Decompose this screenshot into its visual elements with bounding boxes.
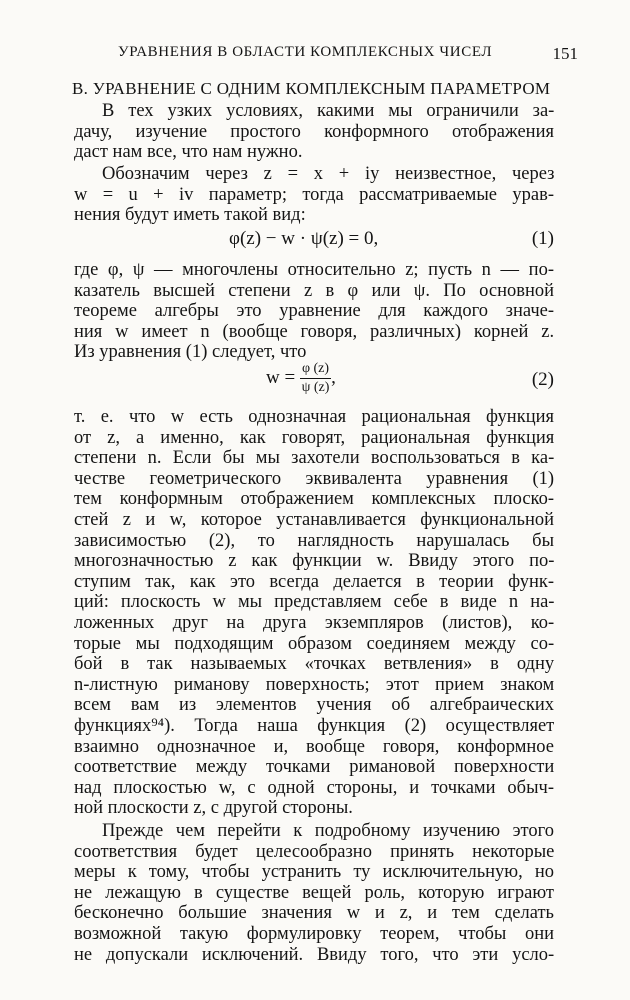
page-number: 151 (552, 44, 578, 63)
formula-1-expression: φ(z) − w · ψ(z) = 0, (229, 228, 379, 249)
formula-2-lhs: w = (266, 366, 296, 388)
paragraph-2 (74, 164, 554, 226)
text-line: т. е. что w есть однозначная рациональная функция (74, 407, 554, 427)
text-line: w = u + iv параметр; тогда рассматриваемые урав- (74, 184, 554, 205)
text-line: функциях⁹⁴). Тогда наша функция (2) осуществляет (74, 715, 555, 736)
text-line: ной плоскости z, с другой стороны. (74, 798, 353, 819)
text-line: ций: плоскость w мы представляем себе в виде n на- (74, 592, 555, 613)
text-line: честве геометрического эквивалента уравнения (1) (74, 468, 555, 489)
formula-2-tail: , (331, 366, 336, 388)
text-line: соответствие между точками римановой поверхности (74, 757, 555, 778)
text-line: Из уравнения (1) следует, что (74, 342, 307, 363)
text-line: казатель высшей степени z в φ или ψ. По основной (74, 280, 555, 301)
text-line: меры к тому, чтобы устранить ту исключительную, но (74, 862, 554, 883)
text-line: бесконечно большие значения w и z, и тем сделать (74, 903, 554, 924)
text-line: n-листную риманову поверхность; этот прием знаком (74, 674, 555, 695)
text-line: от z, а именно, как говорят, рациональная функция (74, 427, 555, 448)
text-line: стей z и w, которое устанавливается функциональной (74, 509, 554, 530)
text-line: не допускали исключений. Ввиду того, что эти усло- (74, 944, 555, 965)
running-title: УРАВНЕНИЯ В ОБЛАСТИ КОМПЛЕКСНЫХ ЧИСЕЛ (118, 44, 493, 60)
text-line: Обозначим через z = x + iy неизвестное, через (102, 164, 555, 184)
paragraph-3 (74, 260, 554, 363)
text-line: над плоскостью w, с одной стороны, и точками обыч- (74, 777, 554, 798)
text-line: ложенных друг на друга экземпляров (листов), ко- (74, 612, 555, 633)
formula-1-number: (1) (531, 228, 554, 249)
formula-2-numerator: φ (z) (300, 361, 331, 379)
text-line: не лежащую в существе вещей роль, которую играют (74, 882, 554, 903)
text-line: тем конформным отображением комплексных плоско- (74, 489, 554, 510)
text-line: даст нам все, что нам нужно. (74, 142, 303, 163)
text-line: торые мы подходящим образом соединяем между со- (74, 633, 555, 654)
text-line: взаимно однозначное и, вообще говоря, конформное (74, 736, 554, 757)
paragraph-4 (74, 407, 554, 819)
formula-2-denominator: ψ (z) (301, 380, 330, 395)
text-line: В тех узких условиях, какими мы ограничили за- (102, 101, 555, 121)
text-line: степени n. Если бы мы захотели воспользоваться в ка- (74, 448, 555, 469)
text-line: дачу, изучение простого конформного отображения (74, 121, 554, 142)
text-line: ния w имеет n (вообще говоря, различных) корней z. (74, 321, 555, 342)
text-line: где φ, ψ — многочлены относительно z; пусть n — по- (74, 260, 554, 280)
text-line: возможной такую формулировку теорем, чтобы они (74, 923, 554, 944)
formula-2-expression (266, 361, 336, 396)
formula-2-number: (2) (531, 369, 554, 390)
text-line: соответствия будет целесообразно принять некоторые (74, 841, 555, 862)
section-heading: B. УРАВНЕНИЕ С ОДНИМ КОМПЛЕКСНЫМ ПАРАМЕТРОМ (72, 79, 551, 98)
text-line: ступим так, как это всегда делается в теории функ- (74, 571, 554, 592)
paragraph-5 (74, 821, 554, 965)
paragraph-1 (74, 101, 554, 163)
text-line: многозначностью z как функции w. Ввиду этого по- (74, 551, 555, 572)
formula-2-fraction (300, 361, 331, 396)
text-line: нения будут иметь такой вид: (74, 205, 306, 226)
text-line: бой в так называемых «точках ветвления» в одну (74, 654, 555, 675)
text-line: зависимостью (2), то наглядность нарушалась бы (74, 530, 554, 551)
text-line: теореме алгебры это уравнение для каждого значе- (74, 301, 554, 322)
text-line: Прежде чем перейти к подробному изучению этого (102, 821, 554, 841)
running-header (118, 44, 578, 61)
text-line: всем вам из элементов учения об алгебраических (74, 695, 555, 716)
